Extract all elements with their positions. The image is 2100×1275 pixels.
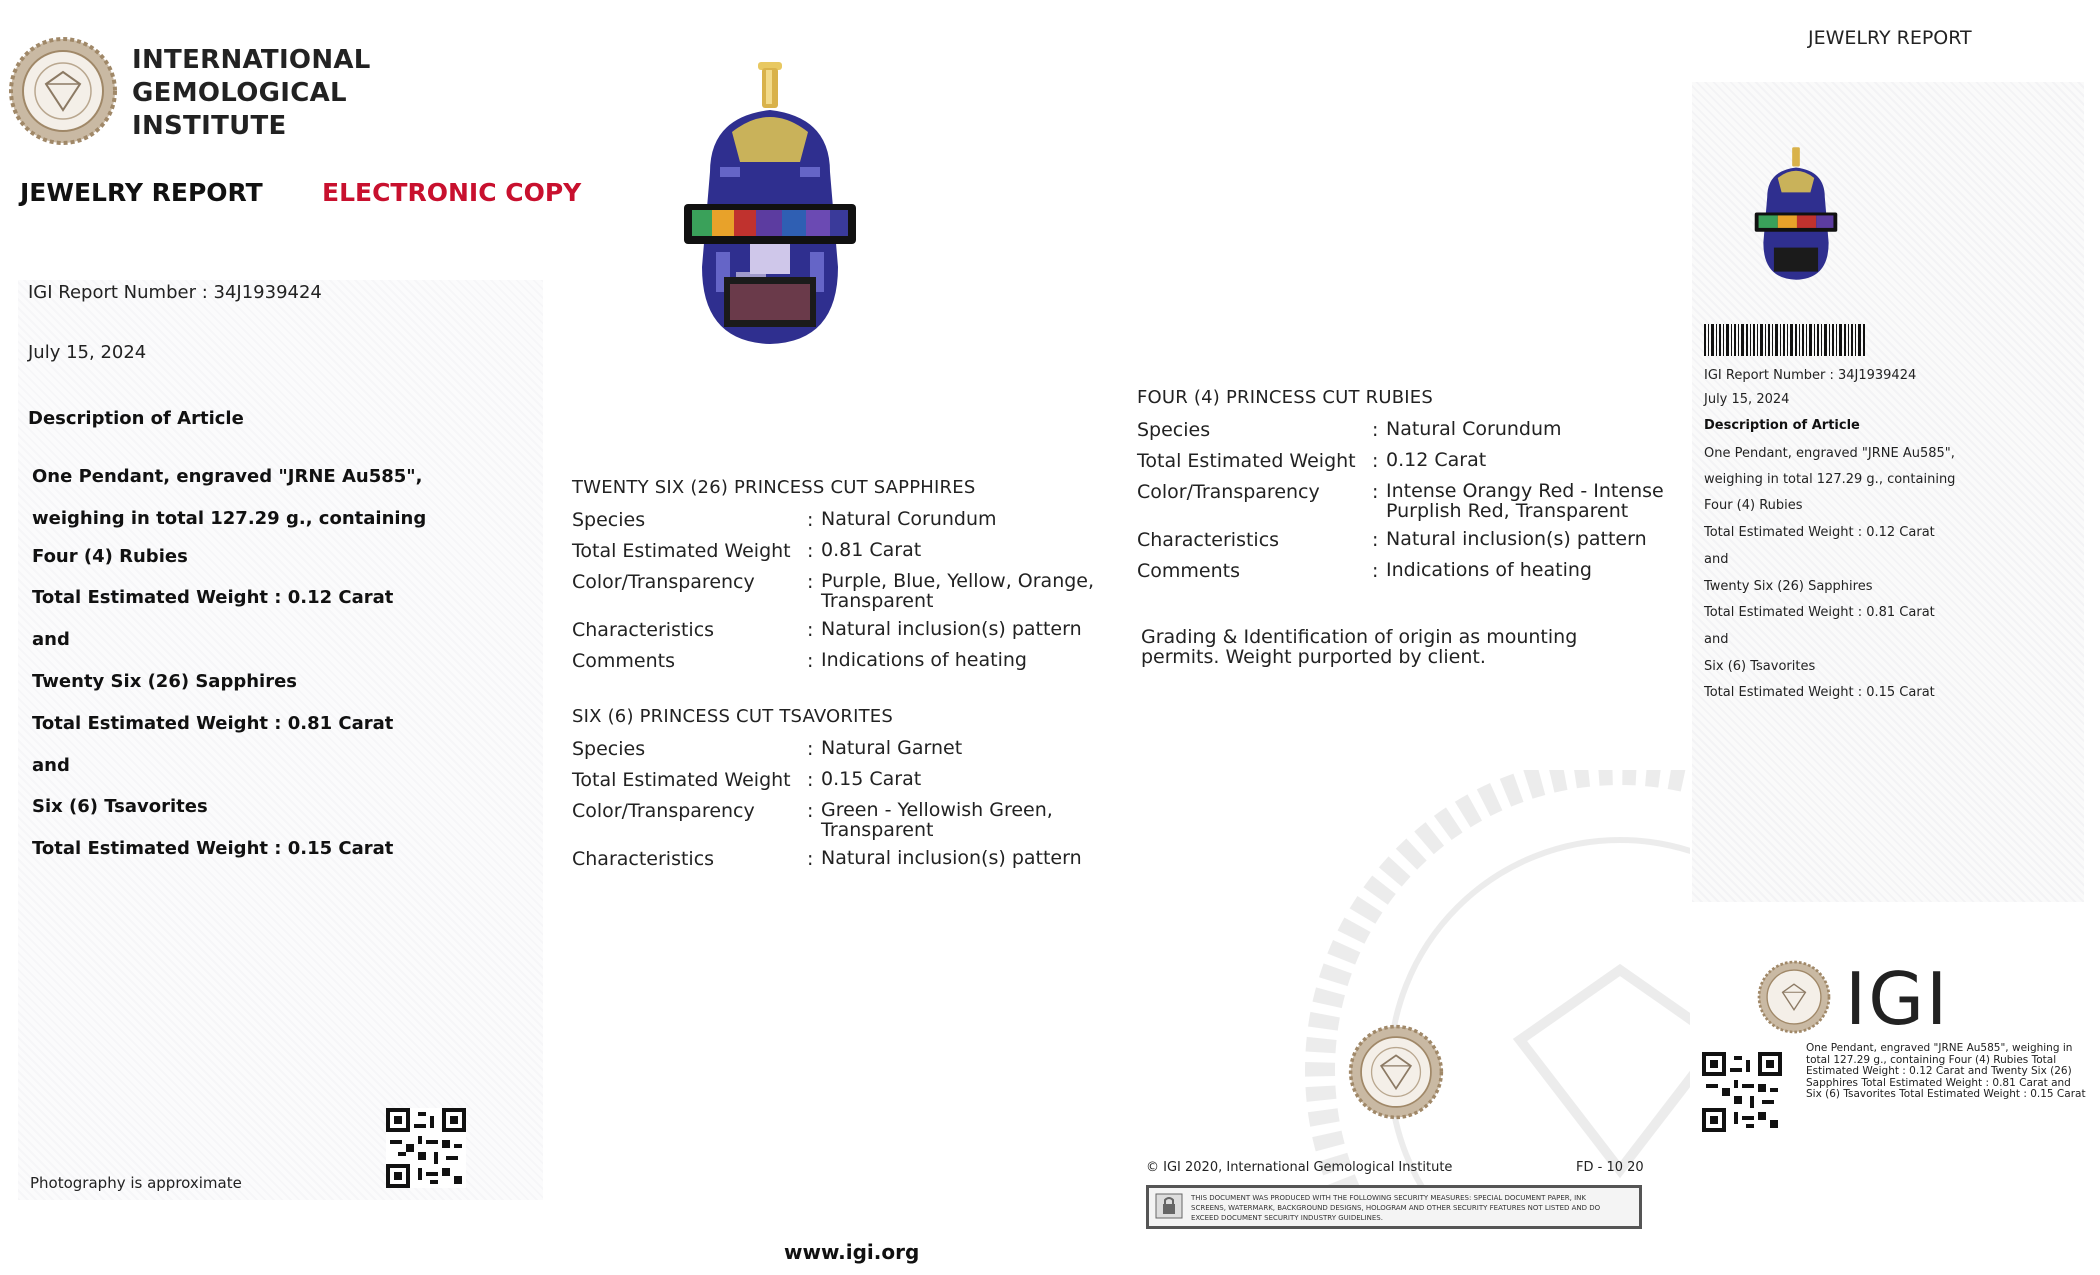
igi-seal-icon	[1757, 960, 1831, 1034]
right-description-line: Total Estimated Weight : 0.15 Carat	[1704, 685, 1935, 700]
barcode-icon	[1704, 324, 1866, 356]
row-value: 0.12 Carat	[1386, 449, 1487, 471]
igi-seal-icon	[8, 36, 118, 146]
watermark-seal-icon	[1290, 770, 1690, 1200]
row-label: Characteristics	[572, 619, 715, 641]
report-number: IGI Report Number : 34J1939424	[28, 282, 322, 303]
row-label: Species	[572, 738, 646, 760]
row-label: Comments	[572, 650, 675, 672]
row-value: 0.15 Carat	[821, 768, 922, 790]
description-line: weighing in total 127.29 g., containing	[32, 508, 427, 529]
row-label: Total Estimated Weight	[1137, 450, 1356, 472]
qr-code-icon[interactable]	[386, 1108, 466, 1188]
copyright-text: © IGI 2020, International Gemological Institute	[1146, 1160, 1453, 1175]
igi-logo-text: IGI	[1845, 957, 1950, 1041]
row-label: Color/Transparency	[572, 800, 755, 822]
description-line: Twenty Six (26) Sapphires	[32, 671, 297, 692]
right-description-line: and	[1704, 632, 1729, 647]
row-value: 0.81 Carat	[821, 539, 922, 561]
description-line: and	[32, 629, 70, 650]
lock-icon	[1155, 1193, 1183, 1219]
pendant-thumbnail	[1748, 134, 1844, 294]
description-line: and	[32, 755, 70, 776]
row-label: Species	[1137, 419, 1211, 441]
right-description-line: Twenty Six (26) Sapphires	[1704, 579, 1873, 594]
description-line: Total Estimated Weight : 0.15 Carat	[32, 838, 394, 859]
right-description-line: One Pendant, engraved "JRNE Au585",	[1704, 446, 1955, 461]
report-date: July 15, 2024	[28, 342, 147, 363]
right-report-number: IGI Report Number : 34J1939424	[1704, 368, 1917, 383]
qr-code-icon[interactable]	[1702, 1052, 1782, 1132]
rubies-section-title: FOUR (4) PRINCESS CUT RUBIES	[1137, 387, 1433, 408]
description-line: Total Estimated Weight : 0.12 Carat	[32, 587, 394, 608]
row-value: Natural inclusion(s) pattern	[821, 618, 1082, 640]
right-description-line: Total Estimated Weight : 0.12 Carat	[1704, 525, 1935, 540]
igi-seal-icon	[1348, 1024, 1444, 1120]
row-value: Natural inclusion(s) pattern	[1386, 528, 1647, 550]
description-line: Total Estimated Weight : 0.81 Carat	[32, 713, 394, 734]
row-value: Indications of heating	[821, 649, 1027, 671]
photography-note: Photography is approximate	[30, 1174, 242, 1192]
description-heading: Description of Article	[28, 408, 244, 429]
row-value: Intense Orangy Red - Intense Purplish Red, Transparent	[1386, 480, 1664, 522]
row-label: Total Estimated Weight	[572, 540, 791, 562]
right-description-line: Four (4) Rubies	[1704, 498, 1803, 513]
sapphires-section-title: TWENTY SIX (26) PRINCESS CUT SAPPHIRES	[572, 477, 976, 498]
row-label: Characteristics	[1137, 529, 1280, 551]
row-label: Total Estimated Weight	[572, 769, 791, 791]
website-link[interactable]: www.igi.org	[784, 1240, 920, 1264]
description-line: Six (6) Tsavorites	[32, 796, 208, 817]
description-line: One Pendant, engraved "JRNE Au585",	[32, 466, 423, 487]
row-label: Color/Transparency	[1137, 481, 1320, 503]
row-label: Characteristics	[572, 848, 715, 870]
report-title: JEWELRY REPORT	[20, 178, 263, 207]
security-text: THIS DOCUMENT WAS PRODUCED WITH THE FOLLOWING SECURITY MEASURES: SPECIAL DOCUMENT PAPER, INK SCREENS, WATERMARK, BACKGROUND DESIGNS, HOLOGRAM AND OTHER SECURITY FEATURES NOT LISTED AND DO EXCEED DOCUMENT SECURITY INDUSTRY GUIDELINES.	[1191, 1194, 1601, 1222]
right-description-heading: Description of Article	[1704, 418, 1860, 433]
row-value: Green - Yellowish Green, Transparent	[821, 799, 1053, 841]
security-features-box	[1146, 1185, 1642, 1229]
institute-name-line-1: INTERNATIONAL	[132, 45, 371, 75]
right-description-line: Six (6) Tsavorites	[1704, 659, 1816, 674]
institute-name-line-2: GEMOLOGICAL	[132, 78, 347, 108]
right-report-date: July 15, 2024	[1704, 392, 1790, 407]
tsavorites-section-title: SIX (6) PRINCESS CUT TSAVORITES	[572, 706, 894, 727]
row-value: Natural Garnet	[821, 737, 963, 759]
form-code: FD - 10 20	[1576, 1160, 1644, 1175]
right-description-line: weighing in total 127.29 g., containing	[1704, 472, 1956, 487]
right-description-line: Total Estimated Weight : 0.81 Carat	[1704, 605, 1935, 620]
grading-note: Grading & Identification of origin as mounting permits. Weight purported by client.	[1141, 626, 1578, 668]
institute-name-line-3: INSTITUTE	[132, 111, 287, 141]
row-label: Comments	[1137, 560, 1240, 582]
row-value: Natural Corundum	[1386, 418, 1562, 440]
row-value: Natural inclusion(s) pattern	[821, 847, 1082, 869]
right-description-line: and	[1704, 552, 1729, 567]
pendant-photo	[670, 62, 870, 352]
description-line: Four (4) Rubies	[32, 546, 188, 567]
row-value: Natural Corundum	[821, 508, 997, 530]
row-label: Species	[572, 509, 646, 531]
electronic-copy-label: ELECTRONIC COPY	[322, 178, 582, 207]
right-small-description: One Pendant, engraved "JRNE Au585", weighing in total 127.29 g., containing Four (4) Rubies Total Estimated Weight : 0.12 Carat and Twenty Six (26) Sapphires Total Estimated Weight : 0.81 Carat and Six (6) Tsavorites Total Estimated Weight : 0.15 Carat	[1806, 1042, 2086, 1100]
institute-name	[132, 44, 371, 143]
row-value: Purple, Blue, Yellow, Orange, Transparent	[821, 570, 1095, 612]
right-panel-header: JEWELRY REPORT	[1808, 27, 1972, 49]
row-value: Indications of heating	[1386, 559, 1592, 581]
row-label: Color/Transparency	[572, 571, 755, 593]
